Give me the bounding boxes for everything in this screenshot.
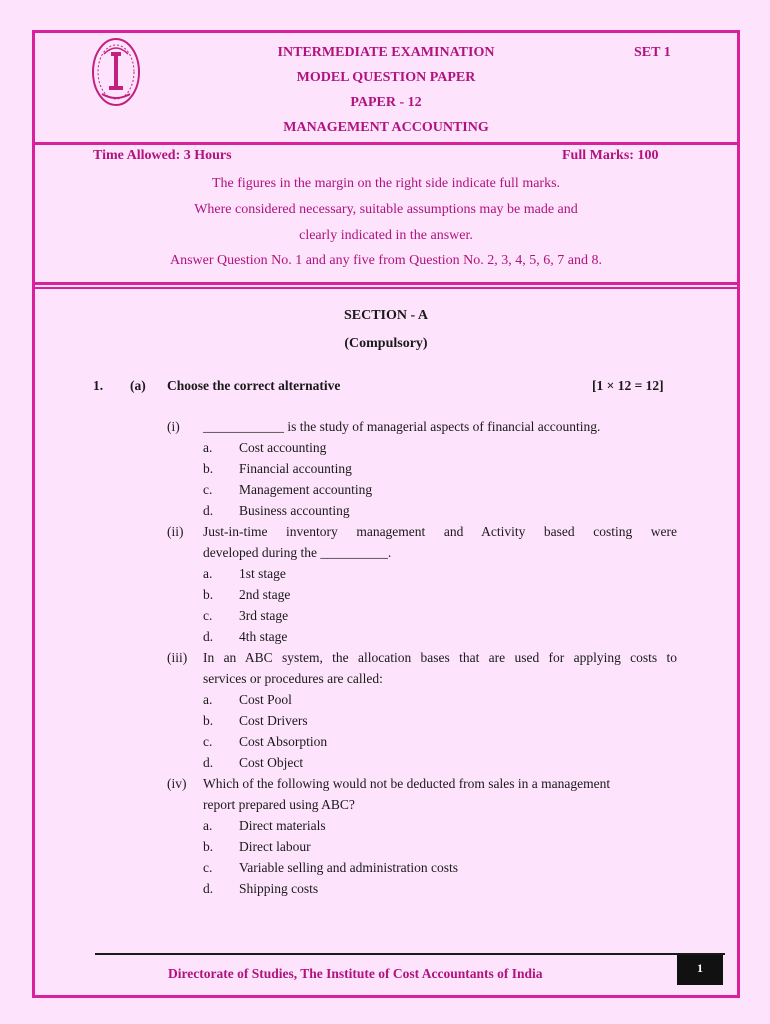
- question-marks: [1 × 12 = 12]: [592, 378, 664, 393]
- exam-title: INTERMEDIATE EXAMINATION: [277, 45, 495, 60]
- option-text: 2nd stage: [239, 587, 291, 602]
- option-letter: d.: [203, 629, 214, 644]
- option-letter: b.: [203, 587, 214, 602]
- option-letter: c.: [203, 860, 213, 875]
- full-marks: Full Marks: 100: [562, 148, 659, 163]
- item-text: Just-in-time inventory management and Activity based costing were: [203, 524, 677, 539]
- option-letter: d.: [203, 503, 214, 518]
- option-letter: d.: [203, 755, 214, 770]
- option-letter: a.: [203, 818, 213, 833]
- option-text: Management accounting: [239, 482, 373, 497]
- item-text: Which of the following would not be deducted from sales in a management: [203, 776, 611, 791]
- item-text: ____________ is the study of managerial aspects of financial accounting.: [203, 419, 601, 434]
- item-text: In an ABC system, the allocation bases that are used for applying costs to: [203, 650, 677, 665]
- question-part: (a): [130, 378, 146, 393]
- option-text: Cost Pool: [239, 692, 292, 707]
- option-text: Business accounting: [239, 503, 350, 518]
- option-text: Cost accounting: [239, 440, 327, 455]
- option-text: 4th stage: [239, 629, 288, 644]
- option-text: Shipping costs: [239, 881, 319, 896]
- instruction-line: Where considered necessary, suitable assumptions may be made and: [194, 202, 578, 217]
- option-letter: c.: [203, 608, 213, 623]
- instructions-divider-top: [32, 282, 740, 285]
- section-subtitle: (Compulsory): [344, 336, 428, 351]
- item-text: report prepared using ABC?: [203, 797, 355, 812]
- set-label: SET 1: [634, 45, 671, 60]
- option-text: Financial accounting: [239, 461, 352, 476]
- option-letter: a.: [203, 440, 213, 455]
- footer-text: Directorate of Studies, The Institute of Cost Accountants of India: [168, 966, 543, 981]
- instruction-line: clearly indicated in the answer.: [299, 228, 473, 243]
- option-text: Direct materials: [239, 818, 326, 833]
- instruction-line: Answer Question No. 1 and any five from Question No. 2, 3, 4, 5, 6, 7 and 8.: [170, 253, 602, 268]
- time-allowed: Time Allowed: 3 Hours: [93, 148, 232, 163]
- item-text: services or procedures are called:: [203, 671, 383, 686]
- option-letter: a.: [203, 692, 213, 707]
- option-letter: b.: [203, 713, 214, 728]
- section-title: SECTION - A: [343, 308, 429, 323]
- option-letter: a.: [203, 566, 213, 581]
- option-letter: b.: [203, 461, 214, 476]
- option-text: Direct labour: [239, 839, 311, 854]
- instruction-line: The figures in the margin on the right side indicate full marks.: [211, 176, 561, 191]
- paper-number: PAPER - 12: [350, 95, 422, 110]
- instructions-divider-bottom: [32, 287, 740, 289]
- option-text: Cost Object: [239, 755, 304, 770]
- option-text: 1st stage: [239, 566, 286, 581]
- option-text: Cost Absorption: [239, 734, 328, 749]
- header-divider: [32, 142, 740, 145]
- item-roman: (i): [167, 419, 180, 434]
- option-letter: c.: [203, 482, 213, 497]
- option-text: Cost Drivers: [239, 713, 308, 728]
- item-roman: (iii): [167, 650, 188, 665]
- item-text: developed during the __________.: [203, 545, 392, 560]
- subject-title: MANAGEMENT ACCOUNTING: [283, 120, 489, 135]
- institute-logo-icon: [90, 36, 142, 112]
- question-prompt: Choose the correct alternative: [167, 378, 341, 393]
- option-letter: d.: [203, 881, 214, 896]
- question-number: 1.: [93, 378, 104, 393]
- option-letter: c.: [203, 734, 213, 749]
- item-roman: (ii): [167, 524, 184, 539]
- item-roman: (iv): [167, 776, 187, 791]
- model-paper-title: MODEL QUESTION PAPER: [296, 70, 476, 85]
- page-number: 1: [677, 955, 723, 985]
- option-text: 3rd stage: [239, 608, 289, 623]
- option-letter: b.: [203, 839, 214, 854]
- footer-divider: [95, 953, 725, 955]
- option-text: Variable selling and administration costs: [239, 860, 458, 875]
